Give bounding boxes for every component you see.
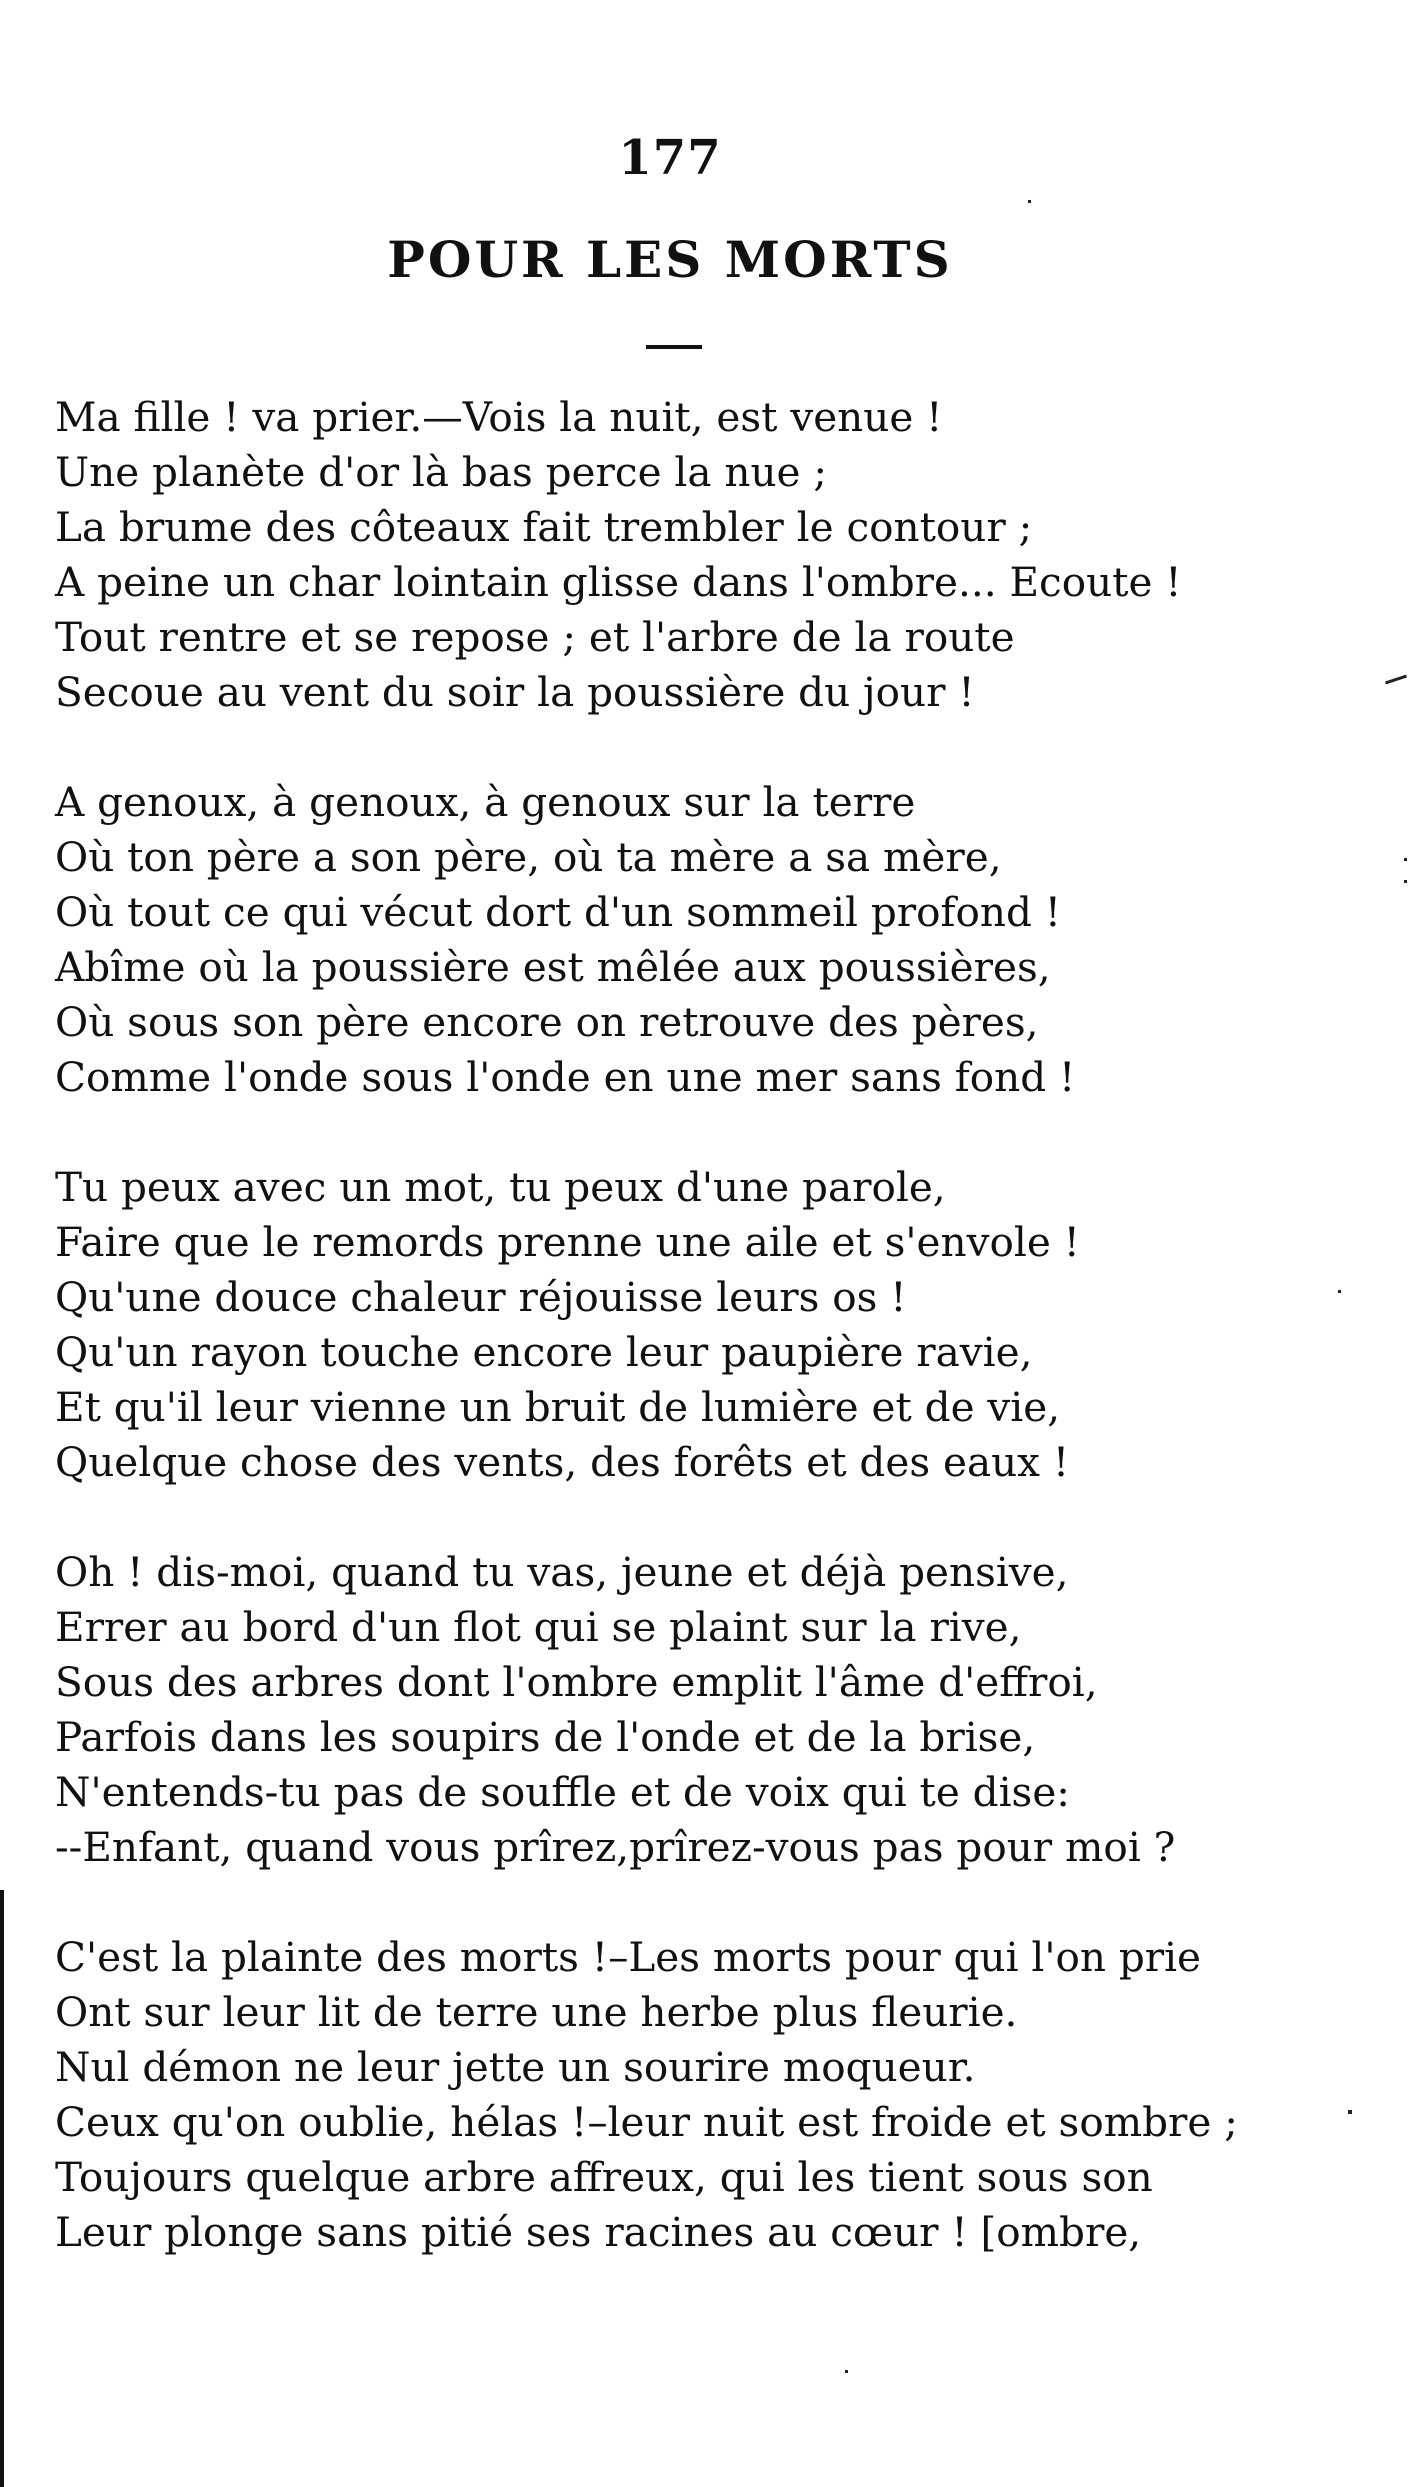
- poem-line: A genoux, à genoux, à genoux sur la terre: [55, 778, 916, 826]
- poem-line: Quelque chose des vents, des forêts et des eaux !: [55, 1438, 1070, 1486]
- poem-line: Où sous son père encore on retrouve des pères,: [55, 998, 1039, 1046]
- stanza-4: [55, 1545, 1345, 1875]
- page-number: 177: [618, 130, 722, 186]
- scan-speck: [1348, 2110, 1352, 2114]
- poem-line: La brume des côteaux fait trembler le contour ;: [55, 503, 1033, 551]
- poem-line: Errer au bord d'un flot qui se plaint sur la rive,: [55, 1603, 1022, 1651]
- title-divider: [646, 345, 702, 349]
- poem-line: --Enfant, quand vous prîrez,prîrez-vous pas pour moi ?: [55, 1823, 1176, 1871]
- poem-line: Une planète d'or là bas perce la nue ;: [55, 448, 828, 496]
- poem-line: Ceux qu'on oublie, hélas !–leur nuit est froide et sombre ;: [55, 2098, 1238, 2146]
- poem-line: Qu'un rayon touche encore leur paupière ravie,: [55, 1328, 1033, 1376]
- scan-speck: [1404, 858, 1407, 861]
- poem-line: Ma fille ! va prier.—Vois la nuit, est venue !: [55, 393, 943, 441]
- poem-line: C'est la plainte des morts !–Les morts pour qui l'on prie: [55, 1933, 1202, 1981]
- poem-line: Sous des arbres dont l'ombre emplit l'âme d'effroi,: [55, 1658, 1098, 1706]
- stanza-2: [55, 775, 1345, 1105]
- poem-line: Abîme où la poussière est mêlée aux poussières,: [55, 943, 1051, 991]
- poem-title: POUR LES MORTS: [387, 230, 953, 289]
- poem-line: Qu'une douce chaleur réjouisse leurs os !: [55, 1273, 907, 1321]
- poem-line: Tout rentre et se repose ; et l'arbre de la route: [55, 613, 1015, 661]
- scan-speck: [1028, 200, 1031, 203]
- poem-line: Oh ! dis-moi, quand tu vas, jeune et déjà pensive,: [55, 1548, 1069, 1596]
- poem-line: Où tout ce qui vécut dort d'un sommeil profond !: [55, 888, 1062, 936]
- poem-line: Comme l'onde sous l'onde en une mer sans fond !: [55, 1053, 1076, 1101]
- poem-line: Toujours quelque arbre affreux, qui les tient sous son: [55, 2153, 1153, 2201]
- stanza-5: [55, 1930, 1345, 2260]
- scan-speck: [1338, 1290, 1341, 1293]
- stanza-1: [55, 390, 1345, 720]
- poem-line: Faire que le remords prenne une aile et s'envole !: [55, 1218, 1080, 1266]
- poem-body: [55, 390, 1345, 2315]
- poem-line: A peine un char lointain glisse dans l'ombre... Ecoute !: [55, 558, 1182, 606]
- stanza-3: [55, 1160, 1345, 1490]
- poem-line: Ont sur leur lit de terre une herbe plus fleurie.: [55, 1988, 1018, 2036]
- page-edge-rule: [0, 1890, 4, 2487]
- poem-line: Où ton père a son père, où ta mère a sa mère,: [55, 833, 1002, 881]
- poem-line: Nul démon ne leur jette un sourire moqueur.: [55, 2043, 976, 2091]
- poem-line: Secoue au vent du soir la poussière du jour !: [55, 668, 975, 716]
- poem-line: Parfois dans les soupirs de l'onde et de la brise,: [55, 1713, 1036, 1761]
- scan-speck: [1385, 675, 1407, 685]
- scan-speck: [845, 2370, 848, 2373]
- poem-line: Tu peux avec un mot, tu peux d'une parole,: [55, 1163, 946, 1211]
- poem-line: Leur plonge sans pitié ses racines au cœur ! [ombre,: [55, 2208, 1142, 2256]
- poem-line: N'entends-tu pas de souffle et de voix qui te dise:: [55, 1768, 1070, 1816]
- scan-speck: [1404, 880, 1407, 883]
- poem-line: Et qu'il leur vienne un bruit de lumière et de vie,: [55, 1383, 1061, 1431]
